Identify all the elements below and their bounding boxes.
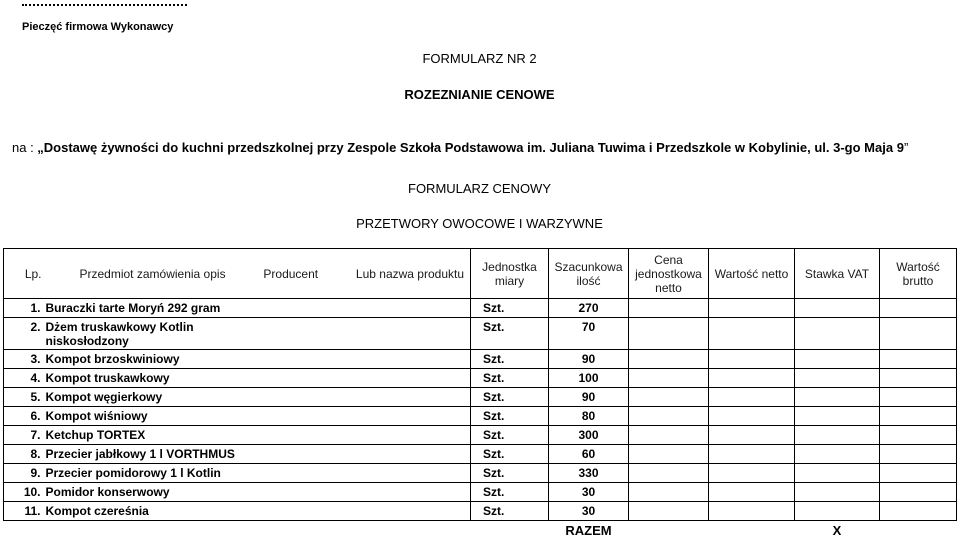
table-row: [4, 388, 957, 407]
row-vat: [795, 388, 880, 407]
row-lp: 6.: [4, 407, 44, 426]
table-row: [4, 445, 957, 464]
header-quantity: Szacunkowa ilość: [549, 249, 629, 299]
table-row: [4, 426, 957, 445]
row-net-value: [709, 483, 795, 502]
subject-prefix: na :: [12, 140, 37, 155]
row-unit-price: [629, 483, 709, 502]
signature-dotted-line: [22, 0, 187, 6]
row-lp: 9.: [4, 464, 44, 483]
row-item-name: Przecier jabłkowy 1 l VORTHMUS: [44, 445, 471, 464]
row-unit-price: [629, 464, 709, 483]
row-item-name: Pomidor konserwowy: [44, 483, 471, 502]
table-body: [4, 299, 957, 521]
category-title: PRZETWORY OWOCOWE I WARZYWNE: [0, 216, 959, 231]
subject-suffix: ”: [904, 140, 908, 155]
row-vat: [795, 299, 880, 318]
row-item-name-text: Dżem truskawkowy Kotlin niskosłodzony: [46, 320, 246, 348]
row-gross-value: [880, 388, 957, 407]
row-quantity: 30: [549, 483, 629, 502]
row-lp: 10.: [4, 483, 44, 502]
row-unit: Szt.: [471, 445, 549, 464]
row-quantity: 90: [549, 388, 629, 407]
row-vat: [795, 464, 880, 483]
row-lp: 3.: [4, 350, 44, 369]
table-row: [4, 369, 957, 388]
row-lp: 1.: [4, 299, 44, 318]
row-lp: 8.: [4, 445, 44, 464]
table-footer-row: [4, 521, 957, 541]
sum-vat-mark: X: [795, 521, 880, 541]
row-unit-price: [629, 369, 709, 388]
row-gross-value: [880, 350, 957, 369]
row-net-value: [709, 388, 795, 407]
table-row: [4, 407, 957, 426]
subject-text: „Dostawę żywności do kuchni przedszkolnej przy Zespole Szkoła Podstawowa im. Juliana Tuwima i Przedszkole w Kobylinie, ul. 3-go Maja 9: [37, 140, 904, 155]
order-subject: [12, 140, 908, 155]
price-form-title: FORMULARZ CENOWY: [0, 181, 959, 196]
row-lp: 11.: [4, 502, 44, 521]
row-gross-value: [880, 502, 957, 521]
row-unit: Szt.: [471, 369, 549, 388]
row-item-name: Buraczki tarte Moryń 292 gram: [44, 299, 471, 318]
row-vat: [795, 426, 880, 445]
row-quantity: 60: [549, 445, 629, 464]
row-net-value: [709, 502, 795, 521]
row-unit: Szt.: [471, 426, 549, 445]
table-row: [4, 299, 957, 318]
row-gross-value: [880, 426, 957, 445]
table-row: [4, 464, 957, 483]
row-net-value: [709, 299, 795, 318]
header-producer: Producent: [263, 267, 318, 281]
sum-label: RAZEM: [549, 521, 629, 541]
header-product-name: Lub nazwa produktu: [356, 267, 464, 281]
price-table: [3, 248, 957, 541]
row-net-value: [709, 407, 795, 426]
row-gross-value: [880, 464, 957, 483]
row-vat: [795, 502, 880, 521]
row-unit-price: [629, 426, 709, 445]
row-quantity: 80: [549, 407, 629, 426]
row-quantity: 70: [549, 318, 629, 350]
row-lp: 5.: [4, 388, 44, 407]
row-unit: Szt.: [471, 299, 549, 318]
table-row: [4, 502, 957, 521]
table-row: [4, 483, 957, 502]
header-gross-value: Wartość brutto: [880, 249, 957, 299]
row-lp: 2.: [4, 318, 44, 350]
row-unit: Szt.: [471, 388, 549, 407]
row-lp: 4.: [4, 369, 44, 388]
row-unit-price: [629, 502, 709, 521]
row-unit: Szt.: [471, 502, 549, 521]
row-vat: [795, 350, 880, 369]
row-unit-price: [629, 388, 709, 407]
row-gross-value: [880, 318, 957, 350]
header-vat: Stawka VAT: [795, 249, 880, 299]
row-net-value: [709, 369, 795, 388]
form-number-title: FORMULARZ NR 2: [0, 51, 959, 66]
row-gross-value: [880, 407, 957, 426]
row-net-value: [709, 318, 795, 350]
header-lp: Lp.: [4, 249, 44, 299]
row-unit-price: [629, 299, 709, 318]
row-unit: Szt.: [471, 483, 549, 502]
row-item-name: Kompot wiśniowy: [44, 407, 471, 426]
row-unit: Szt.: [471, 407, 549, 426]
row-gross-value: [880, 299, 957, 318]
row-net-value: [709, 350, 795, 369]
row-item-name: [44, 318, 471, 350]
row-net-value: [709, 445, 795, 464]
table-row: [4, 318, 957, 350]
row-quantity: 330: [549, 464, 629, 483]
row-quantity: 270: [549, 299, 629, 318]
row-vat: [795, 318, 880, 350]
row-item-name: Kompot czereśnia: [44, 502, 471, 521]
row-quantity: 30: [549, 502, 629, 521]
row-net-value: [709, 426, 795, 445]
row-gross-value: [880, 445, 957, 464]
header-item-group: [44, 249, 471, 299]
row-unit: Szt.: [471, 318, 549, 350]
table-header-row: [4, 249, 957, 299]
row-vat: [795, 369, 880, 388]
header-item: Przedmiot zamówienia opis: [50, 267, 226, 281]
row-unit: Szt.: [471, 464, 549, 483]
row-quantity: 90: [549, 350, 629, 369]
row-gross-value: [880, 369, 957, 388]
row-item-name: Kompot brzoskwiniowy: [44, 350, 471, 369]
row-vat: [795, 483, 880, 502]
row-gross-value: [880, 483, 957, 502]
row-vat: [795, 445, 880, 464]
company-stamp-label: Pieczęć firmowa Wykonawcy: [22, 21, 173, 33]
row-vat: [795, 407, 880, 426]
row-lp: 7.: [4, 426, 44, 445]
form-name-title: ROZEZNIANIE CENOWE: [0, 87, 959, 102]
table-row: [4, 350, 957, 369]
row-item-name: Ketchup TORTEX: [44, 426, 471, 445]
row-unit-price: [629, 407, 709, 426]
header-unit: Jednostka miary: [471, 249, 549, 299]
row-quantity: 300: [549, 426, 629, 445]
row-unit-price: [629, 445, 709, 464]
row-quantity: 100: [549, 369, 629, 388]
row-unit: Szt.: [471, 350, 549, 369]
row-item-name: Kompot węgierkowy: [44, 388, 471, 407]
header-unit-price: Cena jednostkowa netto: [629, 249, 709, 299]
row-unit-price: [629, 350, 709, 369]
row-item-name: Kompot truskawkowy: [44, 369, 471, 388]
row-net-value: [709, 464, 795, 483]
row-unit-price: [629, 318, 709, 350]
row-item-name: Przecier pomidorowy 1 l Kotlin: [44, 464, 471, 483]
header-net-value: Wartość netto: [709, 249, 795, 299]
